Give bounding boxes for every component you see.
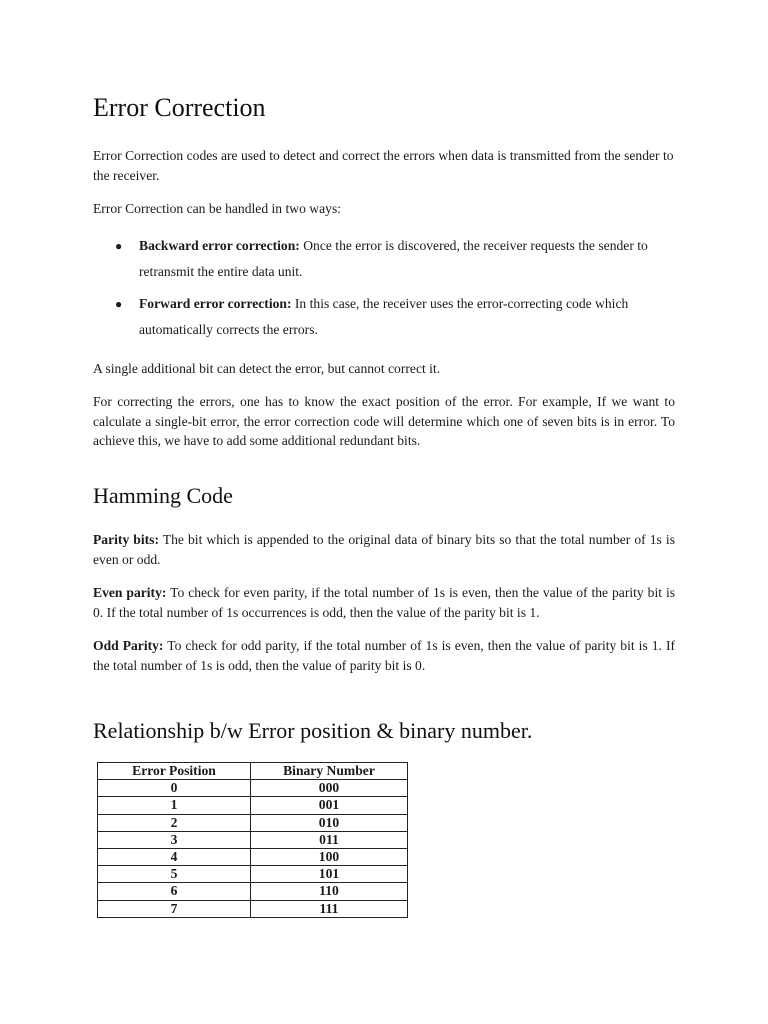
table-row [98,814,408,831]
list-item [93,233,675,285]
table-header-cell: Binary Number [251,763,408,780]
even-parity-text: To check for even parity, if the total number of 1s is even, then the value of the parity bit is 0. If the total number of 1s occurrences is odd, then the value of the parity bit is 1. [93,585,676,620]
table-cell: 3 [98,831,251,848]
table-cell: 0 [98,780,251,797]
intro-section [93,146,675,451]
table-header-cell: Error Position [98,763,251,780]
table-cell: 100 [251,848,408,865]
bullet-term: Forward error correction: [139,295,292,311]
even-parity-term: Even parity: [93,585,167,600]
hamming-heading: Hamming Code [93,483,233,508]
error-position-table [97,762,408,918]
table-cell: 110 [251,883,408,900]
odd-parity-text: To check for odd parity, if the total number of 1s is even, then the value of parity bit is 1. If the total number of 1s is odd, then the value of parity bit is 0. [93,638,675,673]
bullet-term: Backward error correction: [139,237,300,253]
table-row [98,900,408,917]
table-cell: 4 [98,848,251,865]
relationship-heading: Relationship b/w Error position & binary number. [93,718,533,743]
single-bit-paragraph: A single additional bit can detect the error, but cannot correct it. [93,360,441,376]
table-cell: 010 [251,814,408,831]
table-row [98,866,408,883]
bullet-icon: ● [115,238,123,253]
table-cell: 000 [251,780,408,797]
table-row [98,831,408,848]
intro-paragraph: Error Correction codes are used to detect and correct the errors when data is transmitted from the sender to the receiver. [93,148,674,183]
table-cell: 5 [98,866,251,883]
table-row [98,780,408,797]
parity-term: Parity bits: [93,532,159,547]
table-cell: 6 [98,883,251,900]
table-cell: 111 [251,900,408,917]
table-cell: 101 [251,866,408,883]
table-header-row [98,763,408,780]
even-parity-paragraph [93,583,675,622]
parity-bits-paragraph [93,530,675,569]
page-title: Error Correction [93,93,266,122]
correction-methods-list [93,233,675,343]
table-row [98,848,408,865]
bullet-icon: ● [115,296,123,311]
intro-ways-paragraph: Error Correction can be handled in two ways: [93,201,342,216]
table-cell: 001 [251,797,408,814]
table-cell: 7 [98,900,251,917]
table-row [98,797,408,814]
bullet-text: In this case, the receiver uses the error-correcting code which automatically corrects the errors. [139,295,629,337]
table-cell: 1 [98,797,251,814]
table-row [98,883,408,900]
parity-text: The bit which is appended to the original data of binary bits so that the total number of 1s is even or odd. [93,532,675,567]
odd-parity-paragraph [93,636,675,675]
bullet-text: Once the error is discovered, the receiver requests the sender to retransmit the entire data unit. [139,237,648,279]
list-item [93,291,675,343]
parity-section [93,530,675,689]
odd-parity-term: Odd Parity: [93,638,164,653]
correcting-errors-paragraph: For correcting the errors, one has to know the exact position of the error. For example, If we want to calculate a single-bit error, the error correction code will determine which one of seven bits is in error. To achieve this, we have to add some additional redundant bits. [93,394,675,448]
table-cell: 011 [251,831,408,848]
table-cell: 2 [98,814,251,831]
